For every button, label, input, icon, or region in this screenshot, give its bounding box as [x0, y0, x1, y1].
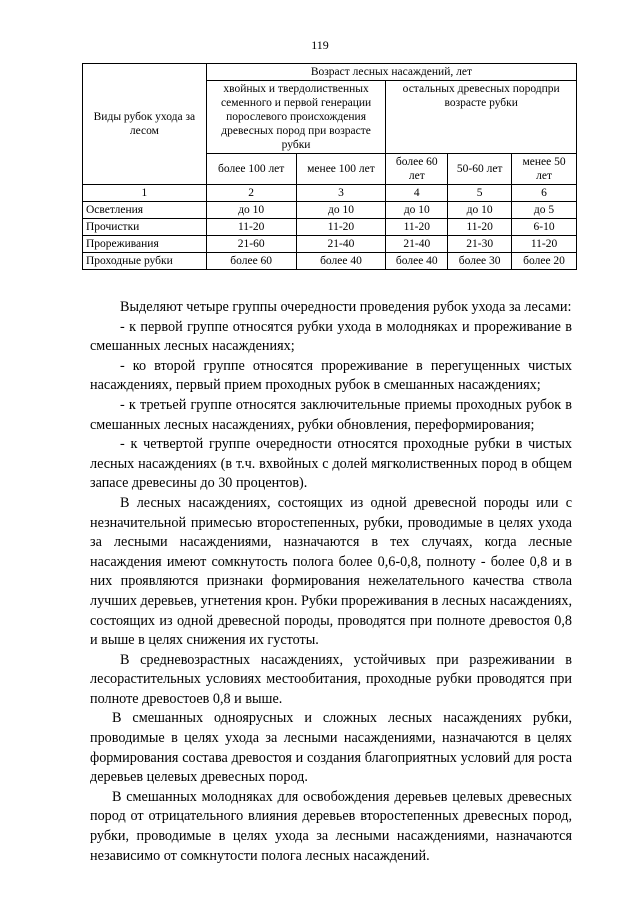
body-text — [90, 298, 572, 866]
conifer-header-cell: хвойных и твердолиственных семенного и первой генерации порослевого происхождения древесных пород при возрасте рубки — [206, 81, 386, 154]
age-col-header: более 100 лет — [206, 154, 296, 185]
row-name-cell: Проходные рубки — [83, 253, 207, 270]
table-cell: 21-60 — [206, 236, 296, 253]
page-number: 119 — [311, 38, 329, 52]
row-header-cell: Виды рубок ухода за лесом — [83, 64, 207, 185]
table-cell: более 30 — [448, 253, 512, 270]
row-name-cell: Прореживания — [83, 236, 207, 253]
table-cell: до 10 — [448, 202, 512, 219]
table-cell: 11-20 — [206, 219, 296, 236]
list-item: - ко второй группе относятся прореживание в перегущенных чистых насаждениях, первый прием проходных рубок в смешанных насаждениях; — [90, 357, 572, 394]
table-cell: более 60 — [206, 253, 296, 270]
group-header-cell: Возраст лесных насаждений, лет — [206, 64, 576, 81]
paragraph: В средневозрастных насаждениях, устойчивых при разреживании в лесорастительных условиях местообитания, проходные рубки проводятся при полноте древостоев 0,8 и выше. — [90, 651, 572, 707]
table-cell: 11-20 — [386, 219, 448, 236]
row-name-cell: Прочистки — [83, 219, 207, 236]
age-col-header: менее 100 лет — [296, 154, 386, 185]
col-number: 1 — [83, 185, 207, 202]
paragraph: В лесных насаждениях, состоящих из одной древесной породы или с незначительной примесью второстепенных, рубки, проводимые в целях ухода за лесными насаждениями, назначаются в тех случаях, когда лесные насаждения имеют сомкнутость полога более 0,6-0,8, полноту - более 0,8 и в них проявляются признаки формирования нежелательного качества ствола лучших деревьев, угнетения крон. Рубки прореживания в лесных насаждениях, состоящих из одной древесной породы, проводятся при полноте древостоя 0,8 и выше в целях снижения их густоты. — [90, 494, 573, 649]
list-item: - к первой группе относятся рубки ухода в молодняках и прореживание в смешанных лесных насаждениях; — [90, 318, 572, 355]
table-cell: до 10 — [206, 202, 296, 219]
col-number: 4 — [386, 185, 448, 202]
table-cell: 21-40 — [386, 236, 448, 253]
table-cell: до 5 — [512, 202, 577, 219]
table-cell: более 40 — [296, 253, 386, 270]
table-col-number-row — [83, 185, 577, 202]
paragraph: В смешанных молодняках для освобождения деревьев целевых древесных пород от отрицательного влияния деревьев второстепенных древесных пород, рубки, проводимые в целях ухода за лесными насаждениями, назначаются независимо от сомкнутости полога лесных насаждений. — [90, 788, 572, 864]
age-col-header: более 60 лет — [386, 154, 448, 185]
table-cell: 21-40 — [296, 236, 386, 253]
table-cell: 21-30 — [448, 236, 512, 253]
table-header-row — [83, 64, 577, 81]
table-row — [83, 202, 577, 219]
table-cell: до 10 — [386, 202, 448, 219]
paragraph: Выделяют четыре группы очередности проведения рубок ухода за лесами: — [120, 299, 572, 315]
age-col-header: 50-60 лет — [448, 154, 512, 185]
table-row — [83, 219, 577, 236]
row-name-cell: Осветления — [83, 202, 207, 219]
col-number: 5 — [448, 185, 512, 202]
table-cell: 11-20 — [512, 236, 577, 253]
col-number: 6 — [512, 185, 577, 202]
table-cell: до 10 — [296, 202, 386, 219]
table-cell: более 40 — [386, 253, 448, 270]
list-item: - к третьей группе относятся заключительные приемы проходных рубок в смешанных лесных насаждениях, рубки обновления, переформирования; — [90, 396, 572, 433]
table-cell: 6-10 — [512, 219, 577, 236]
table-cell: 11-20 — [296, 219, 386, 236]
age-col-header: менее 50 лет — [512, 154, 577, 185]
list-item: - к четвертой группе очередности относятся проходные рубки в чистых лесных насаждениях (в т.ч. вхвойных с долей мягколиственных пород в общем запасе древесины до 30 процентов). — [90, 436, 572, 492]
col-number: 3 — [296, 185, 386, 202]
table-cell: 11-20 — [448, 219, 512, 236]
table-row — [83, 253, 577, 270]
cutting-age-table — [82, 63, 577, 270]
other-species-header-cell: остальных древесных породпри возрасте рубки — [386, 81, 577, 154]
col-number: 2 — [206, 185, 296, 202]
table-row — [83, 236, 577, 253]
table-cell: более 20 — [512, 253, 577, 270]
paragraph: В смешанных одноярусных и сложных лесных насаждениях рубки, проводимые в целях ухода за лесными насаждениями, назначаются в целях формирования состава древостоя и создания благоприятных условий для роста деревьев целевых древесных пород. — [90, 710, 572, 786]
